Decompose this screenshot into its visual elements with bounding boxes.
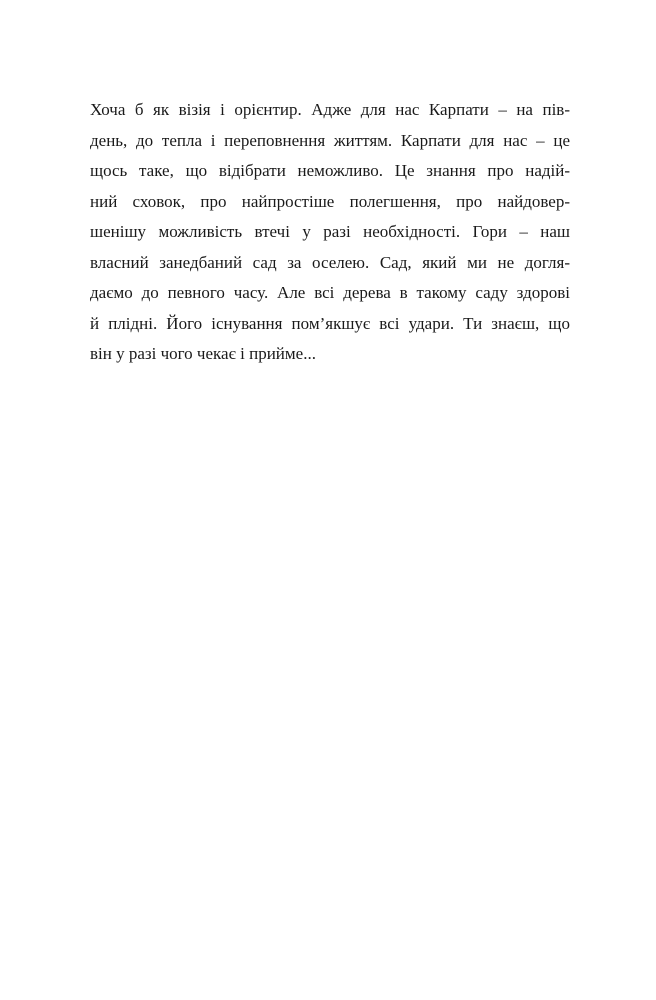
text-line: даємо до певного часу. Але всі дерева в такому саду здорові — [90, 283, 570, 302]
text-line: шенішу можливість втечі у разі необхідності. Гори – наш — [90, 222, 570, 241]
text-line: день, до тепла і переповнення життям. Карпати для нас – це — [90, 130, 570, 150]
body-paragraph — [90, 95, 570, 370]
text-line: щось таке, що відібрати неможливо. Це знання про надій- — [90, 161, 570, 180]
text-line: ний сховок, про найпростіше полегшення, про найдовер- — [90, 191, 570, 211]
text-line: він у разі чого чекає і прийме... — [90, 344, 316, 363]
text-line: Хоча б як візія і орієнтир. Адже для нас Карпати – на пів- — [90, 100, 570, 119]
text-line: власний занедбаний сад за оселею. Сад, який ми не догля- — [90, 252, 570, 272]
text-line: й плідні. Його існування пом’якшує всі удари. Ти знаєш, що — [90, 313, 570, 333]
